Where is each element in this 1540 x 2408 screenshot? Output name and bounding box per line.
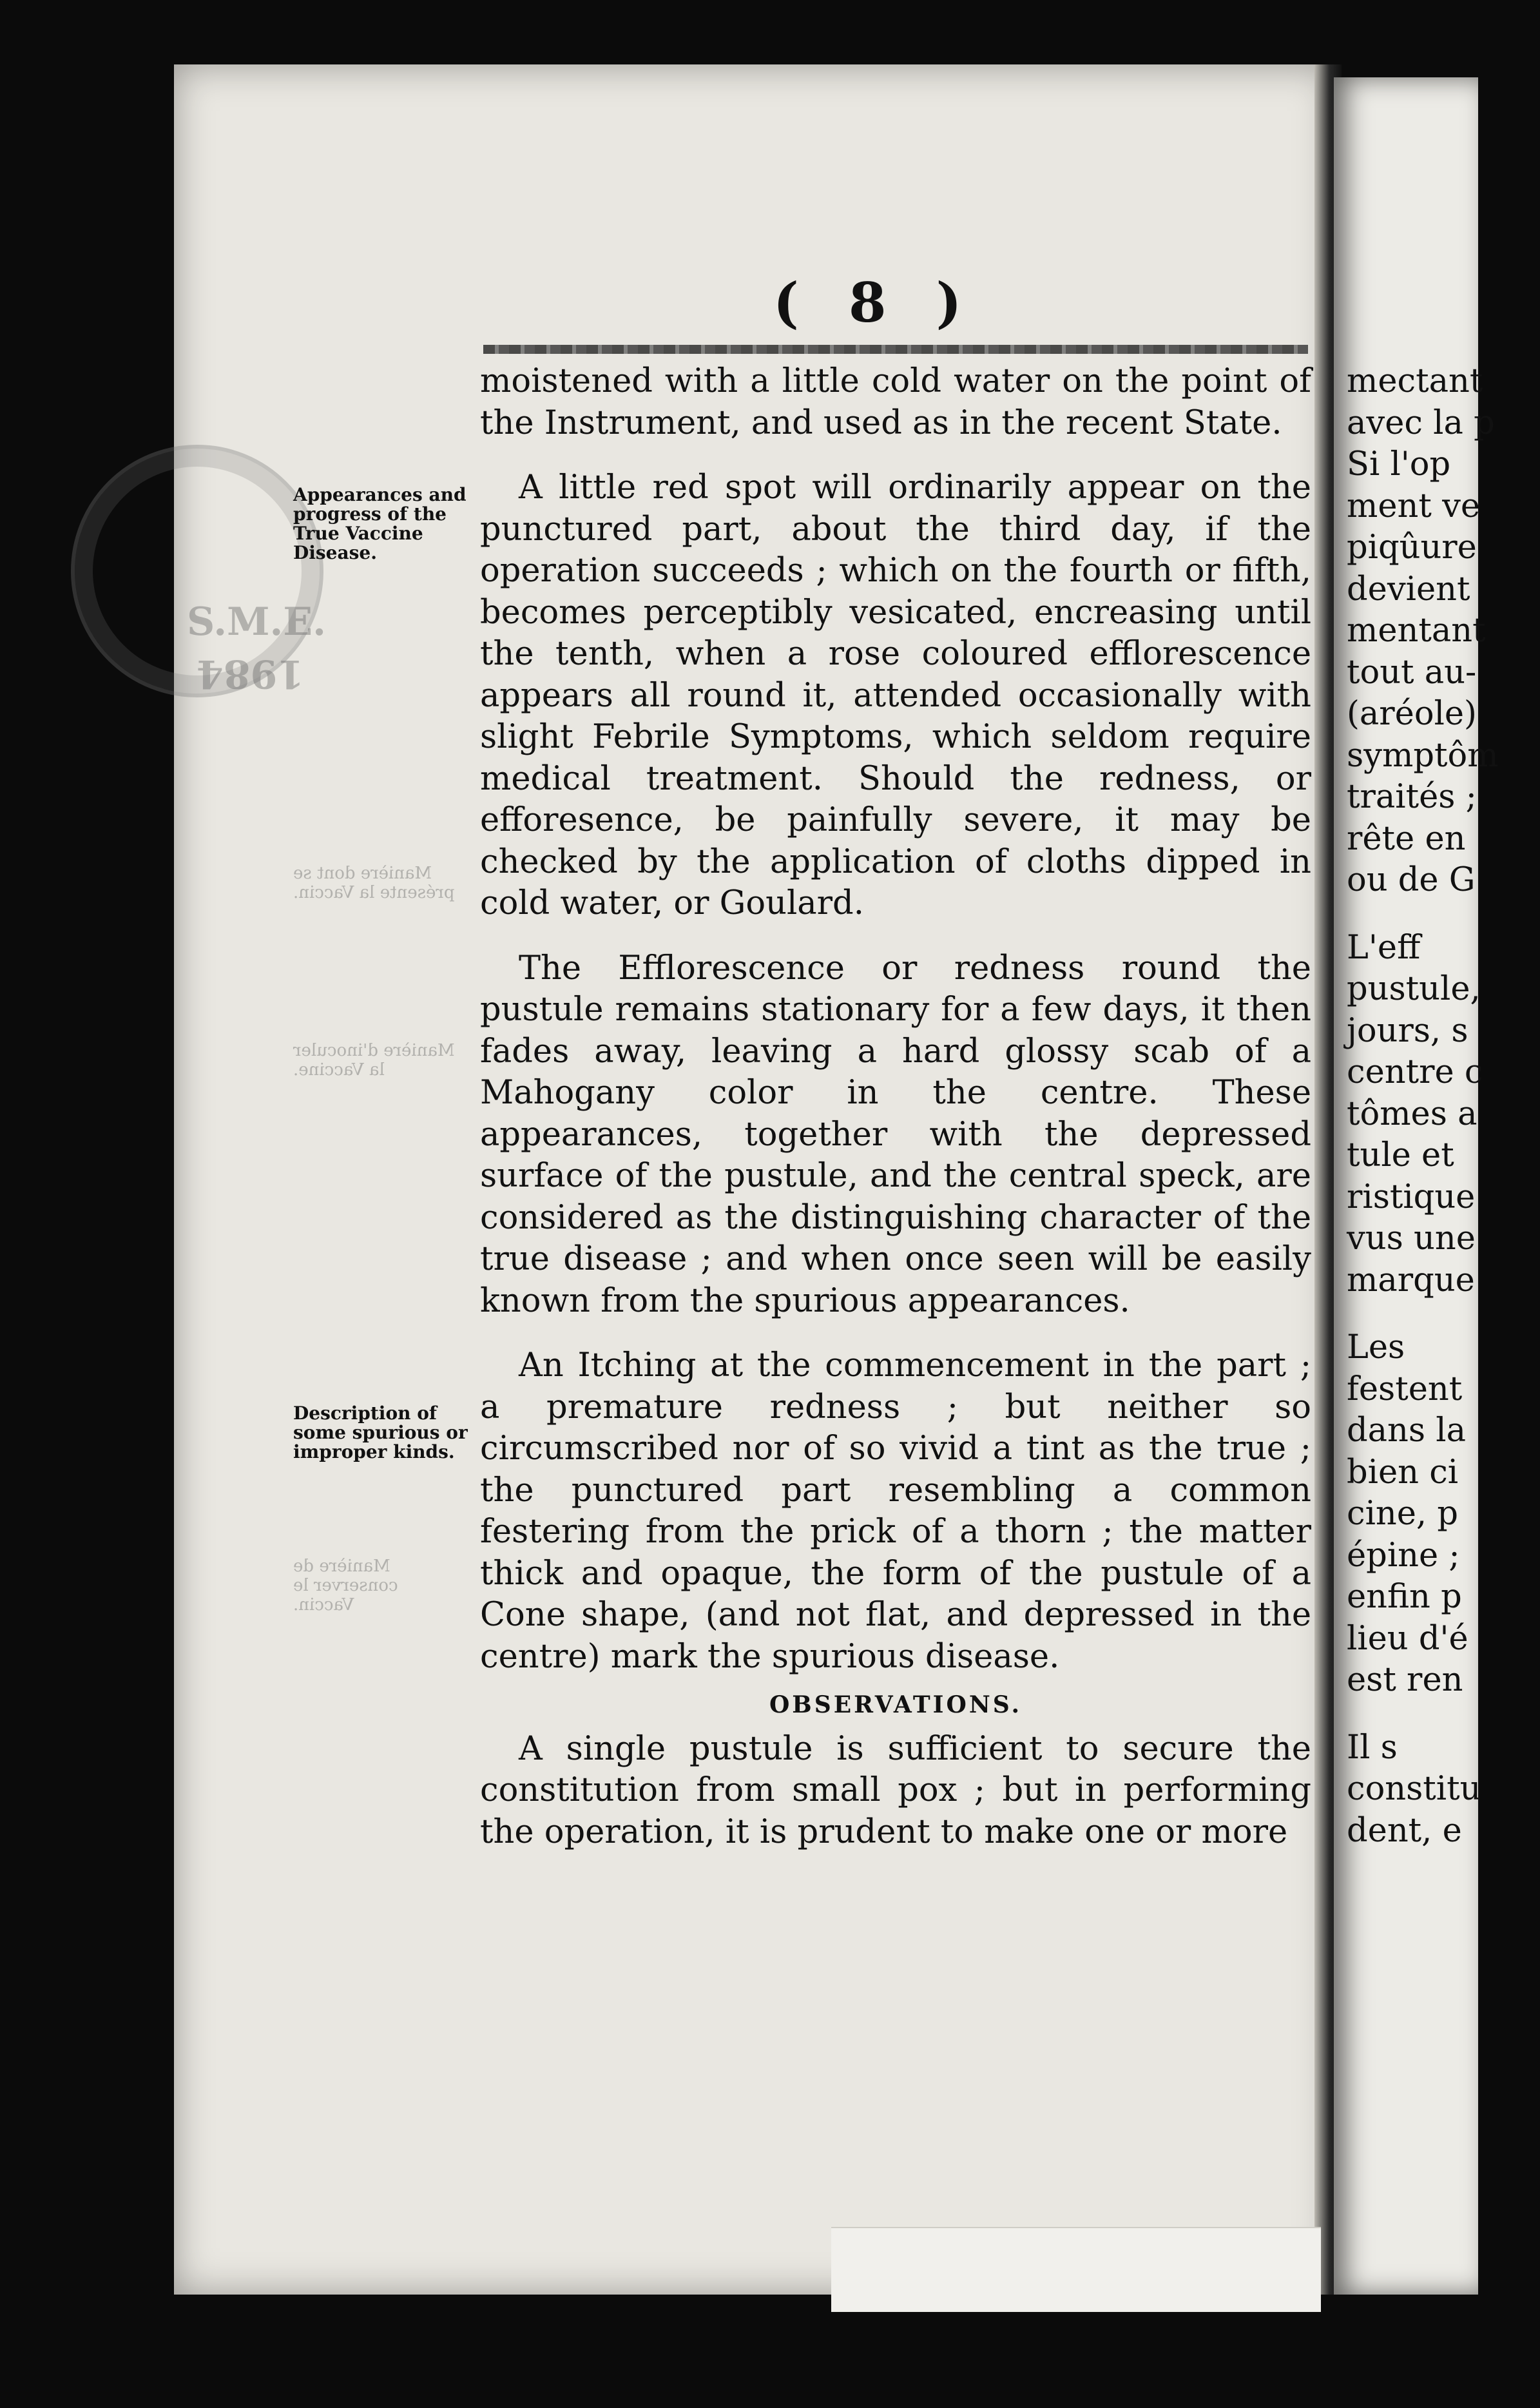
right-page-line: piqûure xyxy=(1347,529,1477,567)
paragraph: A little red spot will ordinarily appear on the punctured part, about the third day, if the operation succeeds ; which on the fourth or fifth, becomes perceptibly vesicated, encreasing until the tenth, when a rose coloured efflorescence appears all round it, attended occasionally with slight Febrile Symptoms, which seldom require medical treatment. Should the redness, or efforesence, be painfully severe, it may be checked by the application of cloths dipped in cold water, or Goulard. xyxy=(480,469,1311,922)
right-page-line: tout au- xyxy=(1347,653,1477,692)
paragraph: moistened with a little cold water on the point of the Instrument, and used as in the recent State. xyxy=(480,362,1311,442)
right-page-line xyxy=(1347,902,1540,927)
right-page-line: enfin p xyxy=(1347,1578,1462,1616)
right-page-line: Si l'op xyxy=(1347,445,1451,483)
paragraph: The Efflorescence or redness round the pustule remains stationary for a few days, it then fades away, leaving a hard glossy scab of a Mahogany color in the centre. These appearances, together with the depressed surface of the pustule, and the central speck, are considered as the distinguishing character of the true disease ; and when once seen will be easily known from the spurious appearances. xyxy=(480,949,1311,1320)
right-page-line: avec la p xyxy=(1347,403,1495,442)
page-number: ( 8 ) xyxy=(773,271,977,335)
right-page-line: festent xyxy=(1347,1370,1463,1408)
show-through-text: Manière de conserver le Vaccin. xyxy=(293,1557,398,1615)
paragraph: A single pustule is sufficient to secure the constitution from small pox ; but in performing the operation, it is prudent to make one or more xyxy=(480,1729,1311,1851)
right-page-line: jours, s xyxy=(1347,1011,1468,1050)
right-page-text xyxy=(1347,361,1540,1852)
right-page-line: mentant xyxy=(1347,612,1486,650)
right-page-line: marque xyxy=(1347,1261,1475,1299)
right-page xyxy=(1334,77,1499,2295)
right-page-line: mectant xyxy=(1347,362,1483,400)
right-page-line: constitu xyxy=(1347,1770,1481,1808)
right-page-line: traités ; xyxy=(1347,778,1477,816)
show-through-text: Manière d'inoculer la Vaccine. xyxy=(293,1041,455,1080)
margin-note-appearances: Appearances and progress of the True Vaccine Disease. xyxy=(293,484,467,563)
paper-tab xyxy=(831,2227,1321,2312)
right-page-line: lieu d'é xyxy=(1347,1619,1468,1658)
right-page-line: pustule, xyxy=(1347,970,1481,1008)
right-page-line xyxy=(1347,1301,1540,1327)
right-page-line: ou de G xyxy=(1347,861,1476,899)
body-text xyxy=(480,361,1311,1853)
right-page-line: est ren xyxy=(1347,1661,1463,1699)
right-page-line: (aréole) xyxy=(1347,695,1477,733)
right-page-line: vus une xyxy=(1347,1219,1476,1257)
right-page-line: épine ; xyxy=(1347,1536,1460,1575)
right-page-line: devient xyxy=(1347,570,1470,608)
right-page-line: symptôm xyxy=(1347,736,1499,775)
right-page-line: tômes a xyxy=(1347,1094,1477,1133)
right-page-line: dans la xyxy=(1347,1412,1466,1450)
right-page-line: ment ve xyxy=(1347,487,1481,525)
section-heading: OBSERVATIONS. xyxy=(769,1691,1023,1718)
right-page-line: ristique xyxy=(1347,1178,1476,1216)
right-page-line: dent, e xyxy=(1347,1811,1462,1850)
right-page-line: rête en xyxy=(1347,819,1466,858)
show-through-text: Manière dont se présente la Vaccin. xyxy=(293,864,455,902)
right-page-line: tule et xyxy=(1347,1136,1454,1174)
right-page-line: bien ci xyxy=(1347,1453,1459,1491)
margin-note-spurious: Description of some spurious or improper kinds. xyxy=(293,1403,468,1462)
right-page-line: Les xyxy=(1347,1328,1405,1366)
right-page-line: centre c xyxy=(1347,1053,1483,1091)
right-page-line xyxy=(1347,1702,1540,1727)
paragraph: An Itching at the commencement in the part ; a premature redness ; but neither so circumscribed nor of so vivid a tint as the true ; the punctured part resembling a common festering from the prick of a thorn ; the matter thick and opaque, the form of the pustule of a Cone shape, (and not flat, and depressed in the centre) mark the spurious disease. xyxy=(480,1346,1311,1676)
right-page-line: cine, p xyxy=(1347,1495,1458,1533)
header-rule xyxy=(483,345,1308,354)
stamp-text: S.M.E. xyxy=(187,599,327,645)
stamp-year: 1984 xyxy=(197,651,304,696)
right-page-line: L'eff xyxy=(1347,928,1421,967)
right-page-line: Il s xyxy=(1347,1728,1398,1767)
